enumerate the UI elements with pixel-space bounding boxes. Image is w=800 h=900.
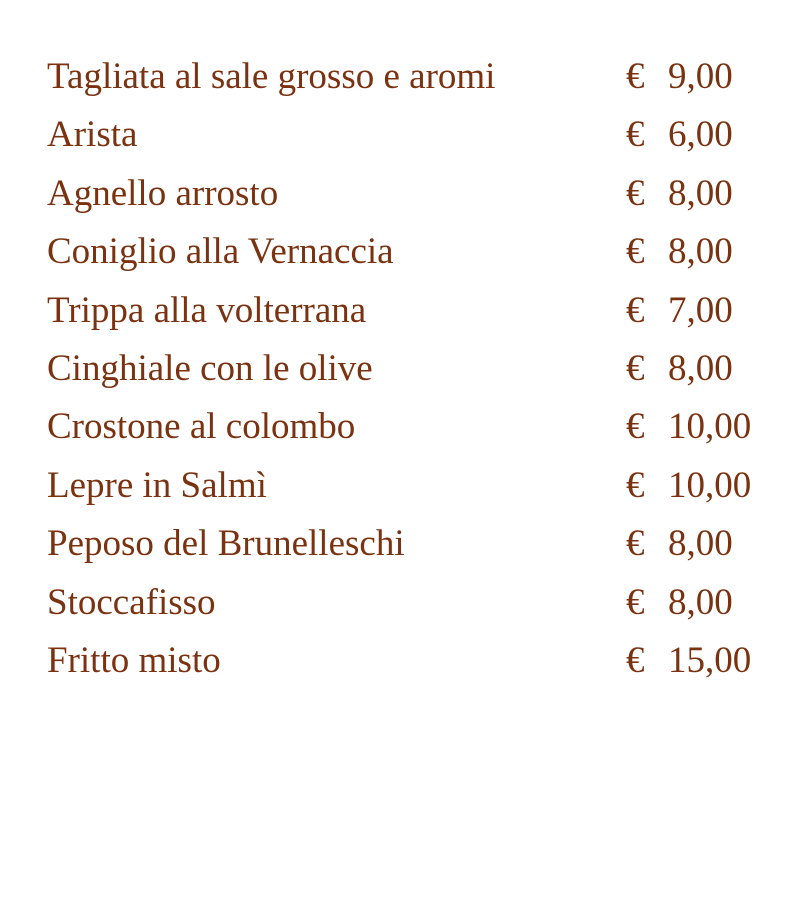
menu-item-price: 6,00	[668, 114, 733, 156]
menu-item	[0, 223, 800, 281]
menu-item	[0, 165, 800, 223]
menu-item	[0, 282, 800, 340]
menu-item	[0, 632, 800, 690]
currency-symbol: €	[626, 172, 645, 214]
menu-item-name: Tagliata al sale grosso e aromi	[47, 56, 496, 97]
menu-item-price: 8,00	[668, 523, 733, 565]
currency-symbol: €	[626, 56, 645, 97]
menu-item	[0, 340, 800, 398]
menu-item-name: Agnello arrosto	[47, 172, 279, 214]
menu-item-name: Coniglio alla Vernaccia	[47, 231, 394, 273]
menu-item-price: 9,00	[668, 56, 733, 97]
menu-item-price: 10,00	[668, 464, 752, 506]
currency-symbol: €	[626, 523, 645, 565]
currency-symbol: €	[626, 581, 645, 623]
menu-item-price: 8,00	[668, 172, 733, 214]
menu-list	[0, 48, 800, 690]
menu-item-name: Stoccafisso	[47, 581, 216, 623]
menu-item-name: Trippa alla volterrana	[47, 289, 367, 331]
menu-item-name: Arista	[47, 114, 138, 156]
menu-item-price: 10,00	[668, 406, 752, 448]
currency-symbol: €	[626, 231, 645, 273]
menu-item-price: 8,00	[668, 581, 733, 623]
menu-item-name: Fritto misto	[47, 639, 221, 681]
menu-item-name: Lepre in Salmì	[47, 464, 267, 506]
currency-symbol: €	[626, 639, 645, 681]
menu-item-price: 8,00	[668, 347, 733, 389]
currency-symbol: €	[626, 464, 645, 506]
currency-symbol: €	[626, 289, 645, 331]
menu-item-name: Peposo del Brunelleschi	[47, 523, 405, 565]
currency-symbol: €	[626, 114, 645, 156]
menu-item	[0, 106, 800, 164]
menu-item-name: Crostone al colombo	[47, 406, 356, 448]
menu-item-price: 8,00	[668, 231, 733, 273]
menu-item-name: Cinghiale con le olive	[47, 347, 373, 389]
menu-item-price: 7,00	[668, 289, 733, 331]
menu-item	[0, 574, 800, 632]
menu-item-price: 15,00	[668, 639, 752, 681]
menu-item	[0, 457, 800, 515]
currency-symbol: €	[626, 406, 645, 448]
menu-item	[0, 398, 800, 456]
currency-symbol: €	[626, 347, 645, 389]
menu-item	[0, 515, 800, 573]
menu-item	[0, 48, 800, 106]
